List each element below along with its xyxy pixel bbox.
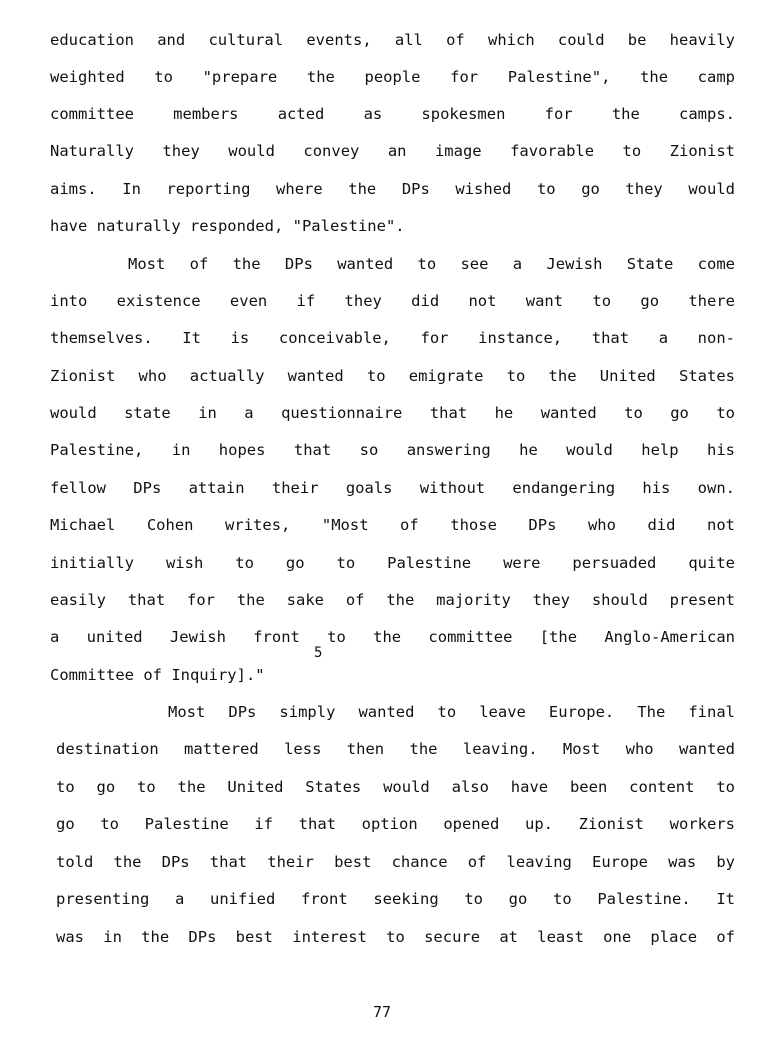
text-line: fellow DPs attain their goals without endangering his own. xyxy=(50,479,735,497)
text-line: aims. In reporting where the DPs wished to go they would xyxy=(50,180,735,198)
text-line: a united Jewish front to the committee [the Anglo-American xyxy=(50,628,735,646)
text-line: Zionist who actually wanted to emigrate to the United States xyxy=(50,367,735,385)
footnote-reference: 5 xyxy=(314,645,323,661)
text-line: Committee of Inquiry]." xyxy=(50,666,265,684)
text-line: presenting a unified front seeking to go to Palestine. It xyxy=(56,890,735,908)
text-line: destination mattered less then the leaving. Most who wanted xyxy=(56,740,735,758)
paragraph-first-line: Most DPs simply wanted to leave Europe. The final xyxy=(168,703,735,721)
text-line: to go to the United States would also have been content to xyxy=(56,778,735,796)
paragraph-first-line: Most of the DPs wanted to see a Jewish State come xyxy=(128,255,735,273)
page-number: 77 xyxy=(372,1003,392,1021)
text-line: committee members acted as spokesmen for the camps. xyxy=(50,105,735,123)
text-line: weighted to "prepare the people for Palestine", the camp xyxy=(50,68,735,86)
text-line: go to Palestine if that option opened up. Zionist workers xyxy=(56,815,735,833)
text-line: Naturally they would convey an image favorable to Zionist xyxy=(50,142,735,160)
text-line: told the DPs that their best chance of leaving Europe was by xyxy=(56,853,735,871)
text-line: themselves. It is conceivable, for instance, that a non- xyxy=(50,329,735,347)
text-line: into existence even if they did not want to go there xyxy=(50,292,735,310)
text-line: Palestine, in hopes that so answering he would help his xyxy=(50,441,735,459)
text-line: have naturally responded, "Palestine". xyxy=(50,217,405,235)
text-line: easily that for the sake of the majority they should present xyxy=(50,591,735,609)
text-line: initially wish to go to Palestine were persuaded quite xyxy=(50,554,735,572)
text-line: was in the DPs best interest to secure at least one place of xyxy=(56,928,735,946)
text-line: Michael Cohen writes, "Most of those DPs who did not xyxy=(50,516,735,534)
text-line: education and cultural events, all of which could be heavily xyxy=(50,31,735,49)
text-line: would state in a questionnaire that he wanted to go to xyxy=(50,404,735,422)
